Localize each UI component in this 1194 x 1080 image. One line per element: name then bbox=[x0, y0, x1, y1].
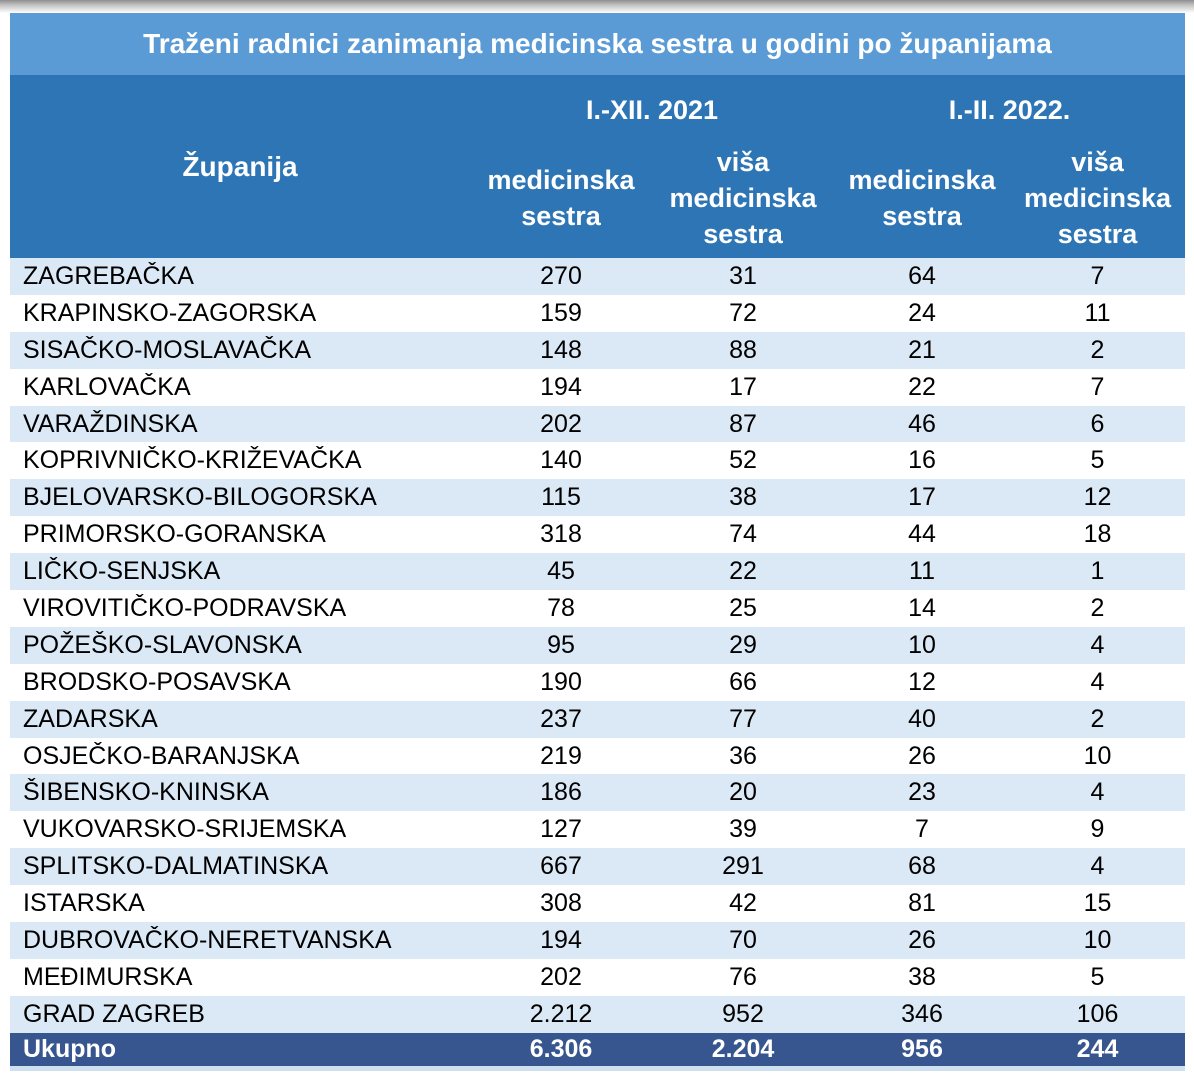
count-value: 5 bbox=[1090, 962, 1105, 991]
count-value: 22 bbox=[908, 372, 936, 401]
count-value: 66 bbox=[729, 667, 757, 696]
county-name: VARAŽDINSKA bbox=[23, 409, 198, 438]
count-value: 194 bbox=[540, 925, 582, 954]
table-row bbox=[10, 406, 1185, 443]
count-value: 952 bbox=[722, 999, 764, 1028]
column-header-senior-nurse-2022: viša medicinska sestra bbox=[1023, 146, 1172, 249]
count-value: 308 bbox=[540, 889, 582, 918]
table-bottom-strip bbox=[10, 1066, 1185, 1071]
count-value: 78 bbox=[547, 593, 575, 622]
window-top-edge bbox=[0, 0, 1194, 13]
count-value: 46 bbox=[908, 409, 936, 438]
count-value: 24 bbox=[908, 298, 936, 327]
count-value: 318 bbox=[540, 520, 582, 549]
count-value: 202 bbox=[540, 962, 582, 991]
total-value-nurse-2022: 956 bbox=[901, 1034, 943, 1063]
count-value: 81 bbox=[908, 889, 936, 918]
count-value: 74 bbox=[729, 520, 757, 549]
table-row bbox=[10, 258, 1185, 295]
county-name: POŽEŠKO-SLAVONSKA bbox=[23, 630, 302, 659]
count-value: 21 bbox=[908, 335, 936, 364]
total-value-senior-nurse-2021: 2.204 bbox=[711, 1034, 775, 1063]
count-value: 2 bbox=[1090, 593, 1105, 622]
count-value: 186 bbox=[540, 778, 582, 807]
table-row bbox=[10, 332, 1185, 369]
count-value: 15 bbox=[1083, 889, 1112, 918]
count-value: 17 bbox=[908, 483, 936, 512]
county-name: BRODSKO-POSAVSKA bbox=[23, 667, 291, 696]
county-name: LIČKO-SENJSKA bbox=[23, 557, 221, 586]
count-value: 202 bbox=[540, 409, 582, 438]
count-value: 2 bbox=[1090, 335, 1105, 364]
county-name: ISTARSKA bbox=[23, 889, 145, 918]
table-row bbox=[10, 738, 1185, 775]
total-label: Ukupno bbox=[23, 1034, 117, 1063]
count-value: 18 bbox=[1083, 520, 1112, 549]
count-value: 11 bbox=[1084, 298, 1111, 327]
count-value: 52 bbox=[729, 446, 757, 475]
county-name: ŠIBENSKO-KNINSKA bbox=[23, 778, 269, 807]
table-row bbox=[10, 664, 1185, 701]
county-name: PRIMORSKO-GORANSKA bbox=[23, 520, 326, 549]
count-value: 45 bbox=[547, 557, 575, 586]
count-value: 11 bbox=[909, 557, 935, 586]
count-value: 6 bbox=[1090, 409, 1105, 438]
count-value: 12 bbox=[908, 667, 936, 696]
table-header bbox=[10, 75, 1185, 258]
table-row bbox=[10, 442, 1185, 479]
table-row bbox=[10, 922, 1185, 959]
county-name: MEĐIMURSKA bbox=[23, 962, 193, 991]
count-value: 76 bbox=[729, 962, 757, 991]
table-row bbox=[10, 885, 1185, 922]
count-value: 23 bbox=[908, 778, 936, 807]
count-value: 26 bbox=[908, 741, 936, 770]
county-name: KARLOVAČKA bbox=[23, 372, 191, 401]
count-value: 16 bbox=[908, 446, 936, 475]
count-value: 14 bbox=[908, 593, 936, 622]
count-value: 4 bbox=[1090, 852, 1105, 881]
count-value: 20 bbox=[729, 778, 757, 807]
county-name: GRAD ZAGREB bbox=[23, 999, 205, 1028]
table-row bbox=[10, 811, 1185, 848]
count-value: 77 bbox=[729, 704, 757, 733]
count-value: 1 bbox=[1090, 557, 1105, 586]
count-value: 7 bbox=[915, 815, 929, 844]
count-value: 237 bbox=[540, 704, 582, 733]
table-row bbox=[10, 848, 1185, 885]
count-value: 25 bbox=[729, 593, 757, 622]
table-row bbox=[10, 774, 1185, 811]
table-row bbox=[10, 627, 1185, 664]
total-value-nurse-2021: 6.306 bbox=[529, 1034, 593, 1063]
table-row bbox=[10, 479, 1185, 516]
count-value: 38 bbox=[729, 483, 757, 512]
count-value: 4 bbox=[1090, 778, 1105, 807]
count-value: 5 bbox=[1090, 446, 1105, 475]
table-row bbox=[10, 590, 1185, 627]
count-value: 7 bbox=[1090, 372, 1105, 401]
count-value: 10 bbox=[1083, 741, 1112, 770]
table-row bbox=[10, 996, 1185, 1033]
column-group-2022: I.-II. 2022. bbox=[948, 94, 1071, 125]
count-value: 148 bbox=[540, 335, 582, 364]
count-value: 667 bbox=[540, 852, 582, 881]
county-name: SISAČKO-MOSLAVAČKA bbox=[23, 335, 312, 364]
count-value: 68 bbox=[908, 852, 936, 881]
count-value: 4 bbox=[1090, 630, 1105, 659]
count-value: 140 bbox=[540, 446, 582, 475]
count-value: 127 bbox=[540, 815, 582, 844]
count-value: 9 bbox=[1090, 815, 1105, 844]
count-value: 7 bbox=[1090, 261, 1105, 290]
total-value-senior-nurse-2022: 244 bbox=[1076, 1034, 1119, 1063]
count-value: 39 bbox=[729, 815, 757, 844]
county-name: VIROVITIČKO-PODRAVSKA bbox=[23, 593, 347, 622]
column-header-nurse-2022: medicinska sestra bbox=[848, 164, 996, 231]
count-value: 44 bbox=[908, 520, 936, 549]
count-value: 10 bbox=[908, 630, 936, 659]
count-value: 4 bbox=[1090, 667, 1105, 696]
count-value: 190 bbox=[540, 667, 582, 696]
county-name: KOPRIVNIČKO-KRIŽEVAČKA bbox=[23, 446, 362, 475]
table-row bbox=[10, 959, 1185, 996]
county-name: KRAPINSKO-ZAGORSKA bbox=[23, 298, 317, 327]
count-value: 2 bbox=[1090, 704, 1105, 733]
count-value: 29 bbox=[729, 630, 757, 659]
count-value: 42 bbox=[729, 889, 757, 918]
count-value: 70 bbox=[729, 925, 757, 954]
count-value: 36 bbox=[729, 741, 757, 770]
count-value: 17 bbox=[729, 372, 757, 401]
table-row bbox=[10, 516, 1185, 553]
county-name: ZAGREBAČKA bbox=[23, 261, 194, 290]
count-value: 159 bbox=[540, 298, 582, 327]
count-value: 115 bbox=[541, 483, 581, 512]
report-table bbox=[10, 13, 1185, 1071]
table-body bbox=[10, 258, 1185, 1033]
county-name: ZADARSKA bbox=[23, 704, 158, 733]
count-value: 26 bbox=[908, 925, 936, 954]
count-value: 10 bbox=[1083, 925, 1112, 954]
column-header-senior-nurse-2021: viša medicinska sestra bbox=[669, 146, 817, 249]
county-name: SPLITSKO-DALMATINSKA bbox=[23, 852, 329, 881]
count-value: 12 bbox=[1083, 483, 1112, 512]
count-value: 87 bbox=[729, 409, 757, 438]
table-row bbox=[10, 701, 1185, 738]
count-value: 64 bbox=[908, 261, 936, 290]
count-value: 22 bbox=[729, 557, 757, 586]
count-value: 95 bbox=[547, 630, 575, 659]
county-name: VUKOVARSKO-SRIJEMSKA bbox=[23, 815, 347, 844]
column-header-county: Županija bbox=[182, 150, 298, 182]
table-row bbox=[10, 553, 1185, 590]
count-value: 291 bbox=[722, 852, 764, 881]
column-group-2021: I.-XII. 2021 bbox=[585, 94, 719, 125]
count-value: 2.212 bbox=[529, 999, 593, 1028]
count-value: 219 bbox=[540, 741, 582, 770]
total-row bbox=[10, 1033, 1185, 1066]
count-value: 72 bbox=[729, 298, 757, 327]
count-value: 40 bbox=[908, 704, 936, 733]
column-header-nurse-2021: medicinska sestra bbox=[487, 164, 635, 231]
table-title: Traženi radnici zanimanja medicinska sestra u godini po županijama bbox=[10, 13, 1185, 75]
count-value: 270 bbox=[540, 261, 582, 290]
count-value: 194 bbox=[540, 372, 582, 401]
county-name: DUBROVAČKO-NERETVANSKA bbox=[23, 925, 392, 954]
table-row bbox=[10, 295, 1185, 332]
count-value: 38 bbox=[908, 962, 936, 991]
count-value: 346 bbox=[901, 999, 943, 1028]
count-value: 88 bbox=[729, 335, 757, 364]
count-value: 106 bbox=[1076, 999, 1119, 1028]
county-name: BJELOVARSKO-BILOGORSKA bbox=[23, 483, 377, 512]
county-name: OSJEČKO-BARANJSKA bbox=[23, 741, 300, 770]
table-row bbox=[10, 369, 1185, 406]
count-value: 31 bbox=[729, 261, 757, 290]
